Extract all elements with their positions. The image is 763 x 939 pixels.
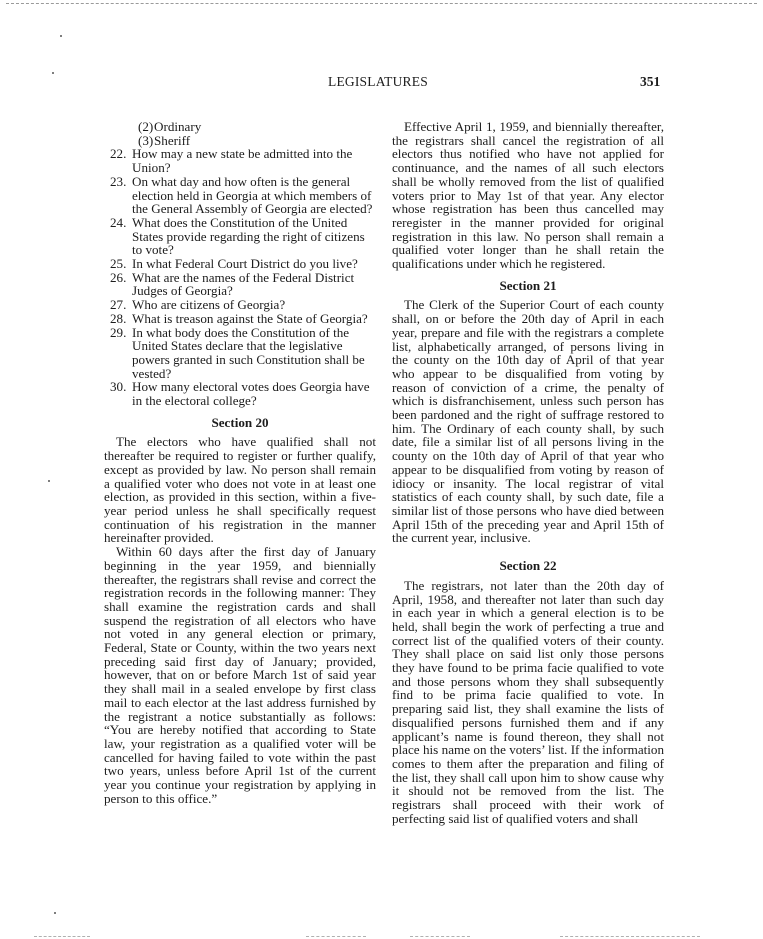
question-item xyxy=(104,326,376,381)
bottom-edge-rule xyxy=(560,936,700,937)
scan-speck xyxy=(60,35,62,37)
question-number: 23. xyxy=(110,173,127,189)
section-22-paragraph: The registrars, not later than the 20th day of April, 1958, and thereafter not later than such day in each year in which a general election is to be held, shall begin the work of perfecting a true and correct list of the qualified voters of their county. They shall place on said list only those persons they have found to be prima facie qualified to vote and those persons whom they shall subsequently find to be prima facie qualified to vote. In preparing said list, they shall examine the lists of disqualified persons furnished them and if any applicant’s name is found thereon, they shall not place his name on the voters’ list. If the information comes to them after the preparation and filing of the list, they shall call upon him to show cause why it should not be removed from the list. The registrars shall proceed with their work of perfecting said list of qualified voters and shall xyxy=(392,577,664,826)
bottom-edge-rule xyxy=(410,936,470,937)
scan-speck xyxy=(54,912,56,914)
question-text: On what day and how often is the general election held in Georgia at which members of the General Assembly of Georgia are elected? xyxy=(132,173,373,217)
page-number: 351 xyxy=(640,74,661,89)
question-number: 25. xyxy=(110,256,127,272)
section-20-heading: Section 20 xyxy=(211,414,269,430)
top-edge-rule xyxy=(6,3,757,4)
question-text: How many electoral votes does Georgia have in the electoral college? xyxy=(132,379,370,409)
question-item xyxy=(104,257,376,271)
question-number: 24. xyxy=(110,214,127,230)
section-22-heading: Section 22 xyxy=(499,558,557,574)
left-column xyxy=(104,120,376,805)
question-list xyxy=(104,120,376,408)
question-item xyxy=(104,312,376,326)
question-text: How may a new state be admitted into the Union? xyxy=(132,146,353,176)
question-item xyxy=(104,380,376,407)
right-column xyxy=(392,120,664,825)
question-item xyxy=(104,216,376,257)
question-number: 27. xyxy=(110,297,127,313)
scan-speck xyxy=(48,480,50,482)
question-item xyxy=(104,120,376,134)
question-text: Ordinary xyxy=(154,119,202,134)
question-number: 30. xyxy=(110,379,127,395)
page-header xyxy=(0,74,763,94)
question-item xyxy=(104,175,376,216)
question-item xyxy=(104,271,376,298)
question-text: In what body does the Constitution of the United States declare that the legislative powers granted in such Constitution shall be vested? xyxy=(132,324,365,381)
question-number: (3) xyxy=(138,132,154,148)
question-text: What is treason against the State of Georgia? xyxy=(132,310,368,326)
question-item xyxy=(104,147,376,174)
question-text: What are the names of the Federal District Judges of Georgia? xyxy=(132,269,355,299)
question-number: (2) xyxy=(138,119,154,134)
question-text: Who are citizens of Georgia? xyxy=(132,297,286,313)
bottom-edge-rule xyxy=(306,936,366,937)
section-21-heading: Section 21 xyxy=(499,277,557,293)
question-text: In what Federal Court District do you live? xyxy=(132,256,358,272)
section-20-paragraph-1: The electors who have qualified shall not thereafter be required to register or further qualify, except as provided by law. No person shall remain a qualified voter who does not vote in at least one election, as provided in this section, within a five-year period unless he shall specifically request continuation of his registration in the manner hereinafter provided. xyxy=(104,434,376,546)
section-21-paragraph: The Clerk of the Superior Court of each county shall, on or before the 20th day of April in each year, prepare and file with the registrars a complete list, alphabetically arranged, of persons living in the county on the 10th day of April of that year who appear to be disqualified from voting by reason of conviction of a crime, the penalty of which is disfranchisement, unless such person has been pardoned and the right of suffrage restored to him. The Ordinary of each county shall, by such date, file a similar list of all persons living in the county on the 10th day of April of that year who appear to be disqualified from voting by reason of idiocy or insanity. The local registrar of vital statistics of each county shall, by such date, file a similar list of those persons who have died between April 15th of the preceding year and April 15th of the current year, inclusive. xyxy=(392,297,664,546)
question-number: 22. xyxy=(110,146,127,162)
question-item xyxy=(104,298,376,312)
question-item xyxy=(104,134,376,148)
question-number: 26. xyxy=(110,269,127,285)
question-number: 28. xyxy=(110,310,127,326)
running-title: LEGISLATURES xyxy=(328,74,428,89)
question-text: Sheriff xyxy=(154,132,191,148)
question-number: 29. xyxy=(110,324,127,340)
section-20-paragraph-2: Within 60 days after the first day of January beginning in the year 1959, and biennially thereafter, the registrars shall revise and correct the registration records in the following manner: They shall examine the registration cards and shall suspend the registration of all electors who have not voted in any general election or primary, Federal, State or County, within the two years next preceding said first day of January; provided, however, that on or before March 1st of said year they shall mail in a sealed envelope by first class mail to each elector at the last address furnished by the registrant a notice substantially as follows: “You are hereby notified that according to State law, your registration as a qualified voter will be cancelled for having failed to vote within the past two years, unless before April 1st of the current year you continue your registration by applying in person to this office.” xyxy=(104,544,376,806)
section-20-paragraph-3: Effective April 1, 1959, and biennially thereafter, the registrars shall cancel the registration of all electors thus notified who have not applied for continuance, and the names of all such electors shall be wholly removed from the list of qualified voters prior to May 1st of that year. Any elector whose registration has been thus cancelled may reregister in the manner provided for original registration in this law. No person shall remain a qualified voter longer than he shall retain the qualifications under which he registered. xyxy=(392,119,664,272)
question-text: What does the Constitution of the United States provide regarding the right of citizens to vote? xyxy=(132,214,365,258)
bottom-edge-rule xyxy=(34,936,90,937)
